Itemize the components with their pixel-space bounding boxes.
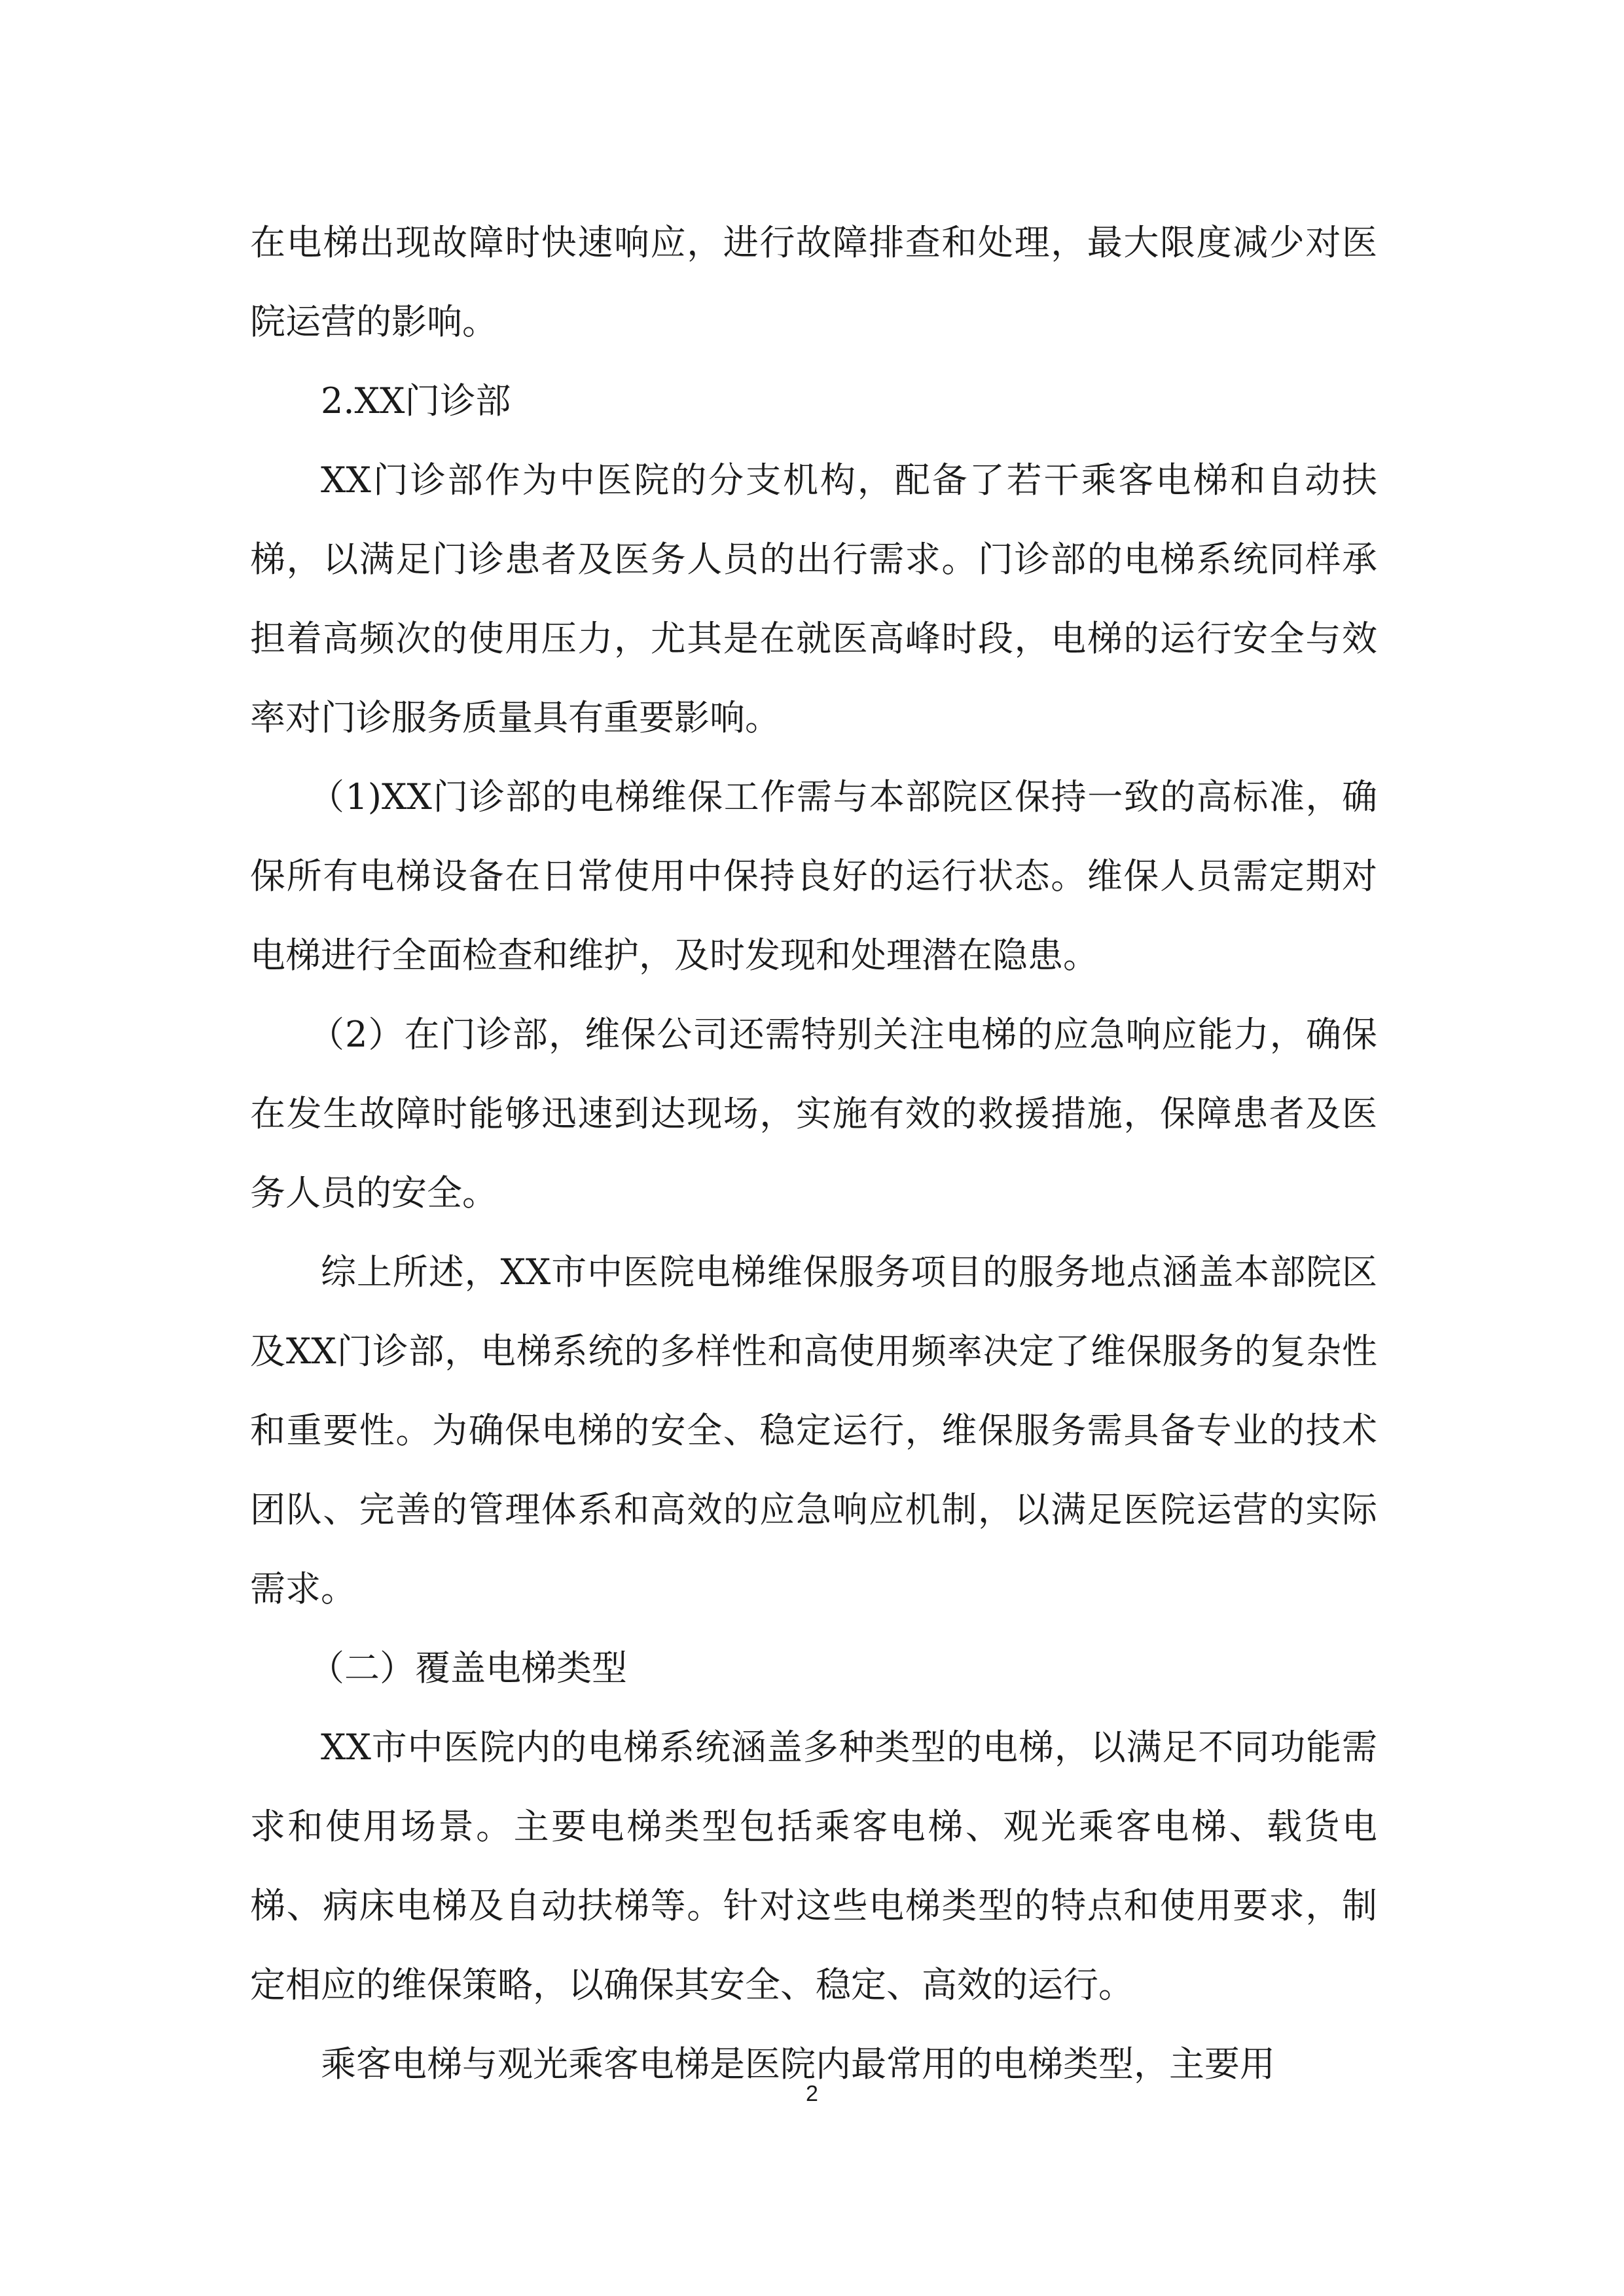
document-body [250,203,1377,2104]
paragraph-item-1: （1)XX门诊部的电梯维保工作需与本部院区保持一致的高标准，确保所有电梯设备在日常使用中保持良好的运行状态。维保人员需定期对电梯进行全面检查和维护，及时发现和处理潜在隐患。 [250,776,1377,976]
section-heading-outpatient: 2.XX门诊部 [321,380,511,422]
section-heading-elevator-types: （二）覆盖电梯类型 [309,1647,627,1689]
paragraph-continuation: 在电梯出现故障时快速响应，进行故障排查和处理，最大限度减少对医院运营的影响。 [250,222,1377,342]
page-number: 2 [806,2081,818,2106]
paragraph-passenger-elevators: 乘客电梯与观光乘客电梯是医院内最常用的电梯类型，主要用 [321,2043,1275,2085]
paragraph-elevator-types: XX市中医院内的电梯系统涵盖多种类型的电梯，以满足不同功能需求和使用场景。主要电梯类型包括乘客电梯、观光乘客电梯、载货电梯、病床电梯及自动扶梯等。针对这些电梯类型的特点和使用要求，制定相应的维保策略，以确保其安全、稳定、高效的运行。 [250,1727,1377,2005]
paragraph-item-2: （2）在门诊部，维保公司还需特别关注电梯的应急响应能力，确保在发生故障时能够迅速到达现场，实施有效的救援措施，保障患者及医务人员的安全。 [250,1014,1377,1213]
paragraph-summary: 综上所述，XX市中医院电梯维保服务项目的服务地点涵盖本部院区及XX门诊部，电梯系统的多样性和高使用频率决定了维保服务的复杂性和重要性。为确保电梯的安全、稳定运行，维保服务需具备专业的技术团队、完善的管理体系和高效的应急响应机制，以满足医院运营的实际需求。 [250,1251,1377,1609]
paragraph-outpatient-intro: XX门诊部作为中医院的分支机构，配备了若干乘客电梯和自动扶梯，以满足门诊患者及医务人员的出行需求。门诊部的电梯系统同样承担着高频次的使用压力，尤其是在就医高峰时段，电梯的运行安全与效率对门诊服务质量具有重要影响。 [250,459,1377,738]
